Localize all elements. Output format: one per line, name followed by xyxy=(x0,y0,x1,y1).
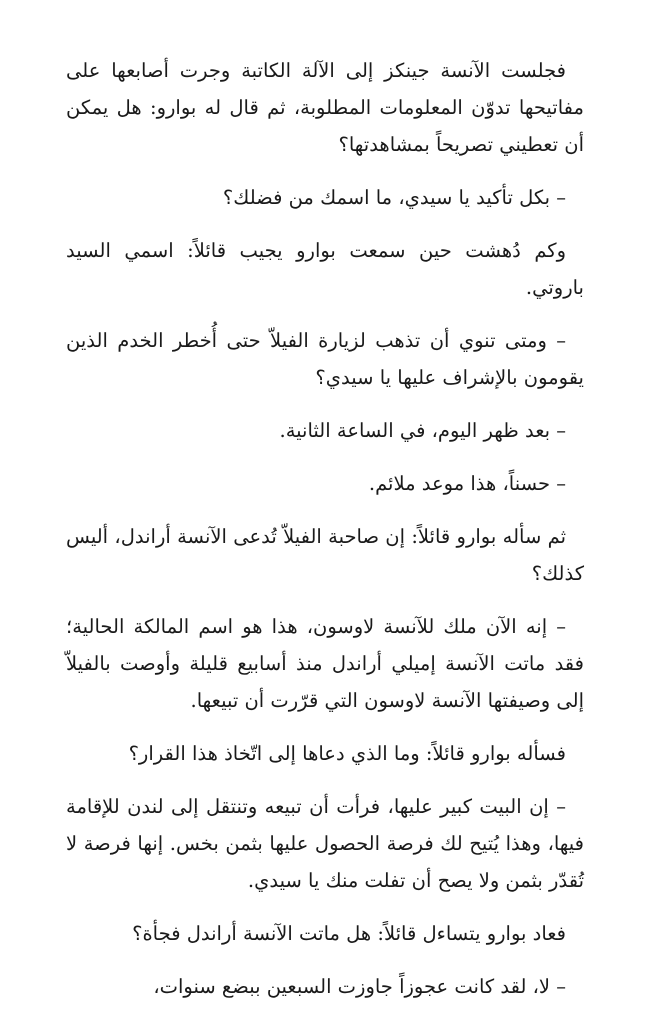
paragraph-12: – لا، لقد كانت عجوزاً جاوزت السبعين ببضع سنوات، xyxy=(153,975,566,998)
paragraph-6: – حسناً، هذا موعد ملائم. xyxy=(368,472,566,495)
book-page xyxy=(66,52,584,1021)
paragraph-5: – بعد ظهر اليوم، في الساعة الثانية. xyxy=(279,419,566,442)
paragraph-8: – إنه الآن ملك للآنسة لاوسون، هذا هو اسم المالكة الحالية؛ فقد ماتت الآنسة إميلي أراندل منذ أسابيع قليلة وأوصت بالفيلاّ إلى وصيفتها الآنسة لاوسون التي قرّرت أن تبيعها. xyxy=(66,615,584,712)
paragraph-1: فجلست الآنسة جينكز إلى الآلة الكاتبة وجرت أصابعها على مفاتيحها تدوّن المعلومات المطلوبة، ثم قال له بوارو: هل يمكن أن تعطيني تصريحاً بمشاهدتها؟ xyxy=(66,59,584,156)
paragraph-11: فعاد بوارو يتساءل قائلاً: هل ماتت الآنسة أراندل فجأة؟ xyxy=(132,922,566,945)
paragraph-10: – إن البيت كبير عليها، فرأت أن تبيعه وتنتقل إلى لندن للإقامة فيها، وهذا يُتيح لك فرصة الحصول عليها بثمن بخس. إنها فرصة لا تُقدّر بثمن ولا يصح أن تفلت منك يا سيدي. xyxy=(66,795,584,892)
paragraph-3: وكم دُهشت حين سمعت بوارو يجيب قائلاً: اسمي السيد باروتي. xyxy=(66,239,584,299)
paragraph-2: – بكل تأكيد يا سيدي، ما اسمك من فضلك؟ xyxy=(222,186,566,209)
paragraph-7: ثم سأله بوارو قائلاً: إن صاحبة الفيلاّ تُدعى الآنسة أراندل، أليس كذلك؟ xyxy=(66,525,584,585)
paragraph-4: – ومتى تنوي أن تذهب لزيارة الفيلاّ حتى أُخطر الخدم الذين يقومون بالإشراف عليها يا سيدي؟ xyxy=(66,329,584,389)
paragraph-9: فسأله بوارو قائلاً: وما الذي دعاها إلى اتّخاذ هذا القرار؟ xyxy=(128,742,566,765)
